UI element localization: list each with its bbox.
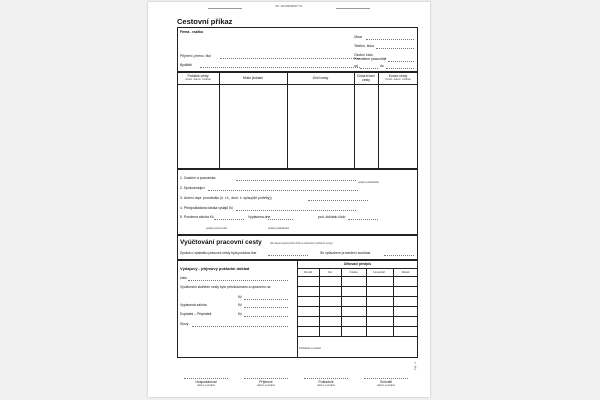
- balance-currency: Kč: [238, 312, 242, 316]
- employer-label: Firma - razítko: [180, 30, 204, 34]
- acc-col-amount: Částka: [349, 271, 358, 274]
- col-end-sub: (místo, datum, hodina): [385, 78, 411, 81]
- cond-line-1: 1. Značení a poznámka: [180, 176, 216, 180]
- employee-number-label: Osobní číslo: [354, 53, 373, 57]
- reviewed-label: Vyúčtování služební cesty bylo přezkoumáno a upraveno na: [180, 285, 271, 289]
- footer-sig-3-sub: datum a podpis: [317, 384, 335, 387]
- cond-line-5: 5. Povolená záloha Kč: [180, 215, 214, 219]
- in-words-label: Slovy: [180, 322, 189, 326]
- col-place-label: Místo jednání: [242, 76, 264, 80]
- workplace-label: Pravidelné pracoviště: [354, 57, 387, 61]
- cond-line-2: 2. Spolucestující: [180, 186, 205, 190]
- form-title: Cestovní příkaz: [177, 17, 233, 26]
- acc-col-economic: Hospodář.: [373, 271, 386, 274]
- reviewed-currency: Kč: [238, 295, 242, 299]
- employee-name-label: Příjmení, jméno, titul: [180, 54, 211, 58]
- voucher-title: Výdajový - příjmový pokladní doklad: [180, 266, 250, 271]
- footer-sig-1: Hospodařoval: [195, 380, 217, 384]
- col-start-label: Počátek cesty: [187, 74, 209, 78]
- col-start-sub: (místo, datum, hodina): [185, 78, 211, 81]
- paid-on-label: Vyplacena dne: [248, 215, 271, 219]
- acc-col-debit: Má dáti: [303, 271, 313, 274]
- footer-sig-3: Pokladník: [318, 380, 334, 384]
- header-tag: OP - ECONOMICKÝ Sr.: [275, 5, 303, 8]
- report-line: Zpráva o výsledku pracovní cesty byla podána dne: [180, 251, 257, 255]
- acc-col-credit: Dal: [328, 271, 332, 274]
- cond-line-4: 4. Předpokládaná částka výdajů Kč: [180, 206, 233, 210]
- cond-line-3: 3. Určení dopr. prostředku (č. r.č., druh, č. spisu(dle potřeby)): [180, 196, 272, 200]
- footer-sig-4: Schválil: [380, 380, 392, 384]
- residence-label: Bydliště: [180, 63, 192, 67]
- approval-line: Se způsobem provedení souhlasí: [320, 251, 371, 255]
- cond-line-1-sub: podpis pokladníka: [358, 181, 379, 184]
- to-label: do: [380, 64, 384, 68]
- cond-sig-1: podpis pracovníka: [206, 227, 228, 230]
- footer-sig-1-sub: datum a podpis: [197, 384, 215, 387]
- col-duration-sub: cesty: [362, 78, 370, 82]
- acc-col-basis: Základ: [401, 271, 410, 274]
- col-purpose-label: Účel cesty: [312, 76, 329, 80]
- footer-sig-2-sub: datum a podpis: [257, 384, 275, 387]
- doc-number-label: pod. dokladu číslo: [318, 215, 346, 219]
- col-end-label: Konec cesty: [388, 74, 408, 78]
- col-duration-label: Doba trvání: [357, 74, 375, 78]
- balance-label: Doplatek – Přeplatek: [180, 312, 212, 316]
- voucher-number-label: číslo: [180, 276, 187, 280]
- cond-sig-2: podpis pokladníka: [268, 227, 289, 230]
- advance-currency: Kč: [238, 303, 242, 307]
- department-label: Útvar: [354, 35, 363, 39]
- trip-table: [177, 72, 418, 169]
- footer-sig-2: Příjemce: [259, 380, 273, 384]
- settlement-note: (do deseti pracovních dnů po ukončení služební cesty): [270, 242, 333, 245]
- advance-paid-label: Vyplacená záloha: [180, 303, 207, 307]
- phone-label: Telefon, linka: [354, 44, 374, 48]
- cashier-stamp-label: Pokladník a razítko: [299, 347, 322, 350]
- accounting-title: Účtovací předpis: [343, 262, 372, 266]
- form-sheet: [148, 2, 430, 397]
- settlement-title: Vyúčtování pracovní cesty: [180, 239, 262, 246]
- from-label: od: [354, 64, 358, 68]
- side-note: Typ - 1: [414, 362, 417, 370]
- footer-sig-4-sub: datum a podpis: [377, 384, 395, 387]
